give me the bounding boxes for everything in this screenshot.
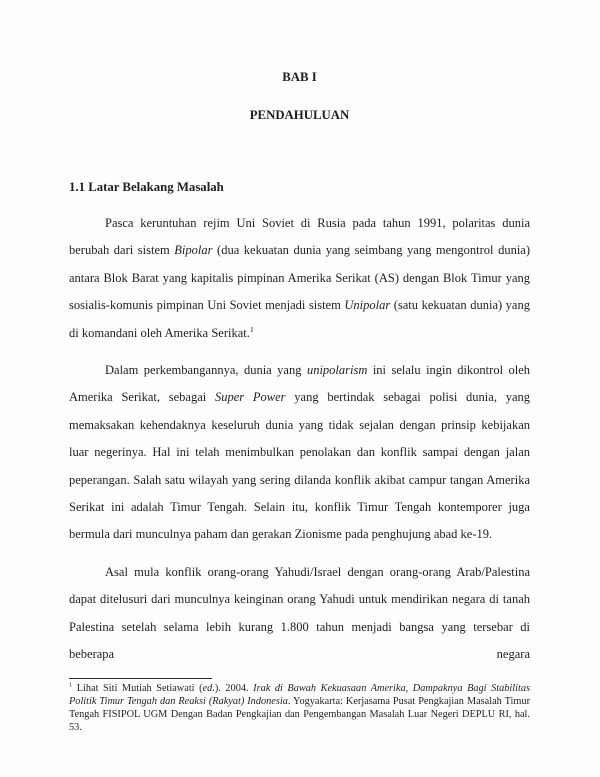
footnote-separator-rule (69, 678, 212, 679)
text-run-normal: yang bertindak sebagai polisi dunia, yang memaksakan kehendaknya keseluruh dunia yang tidak sejalan dengan prinsip kebijakan luar negerinya. Hal ini telah menimbulkan penolakan dan konflik sampai dengan jalan peperangan. Salah satu wilayah yang sering dilanda konflik akibat campur tangan Amerika Serikat ini adalah Timur Tengah. Selain itu, konflik Timur Tengah kontemporer juga bermula dari munculnya paham dan gerakan Zionisme pada penghujung abad ke-19. (69, 390, 530, 542)
body-paragraph-3 (69, 559, 530, 669)
text-run-normal: Asal mula konflik orang-orang Yahudi/Israel dengan orang-orang Arab/Palestina dapat ditelusuri dari munculnya keinginan orang Yahudi untuk mendirikan negara di tanah Palestina setelah selama lebih kurang 1.800 tahun menjadi bangsa yang tersebar di beberapa negara (69, 564, 530, 662)
text-run-italic: unipolarism (306, 363, 368, 378)
body-paragraph-2 (69, 357, 530, 549)
body-paragraph-1 (69, 210, 530, 347)
chapter-subtitle: PENDAHULUAN (249, 108, 350, 122)
text-run-normal: Dalam perkembangannya, dunia yang (105, 363, 307, 378)
page-content (69, 0, 530, 734)
text-run-normal: Lihat Siti Mutiah Setiawati ( (72, 682, 203, 694)
text-run-italic: Bipolar (174, 243, 213, 258)
text-run-italic: Unipolar (344, 298, 391, 313)
footnote-marker: 1 (249, 324, 254, 334)
text-run-normal: . Yogyakarta: Kerjasama Pusat Pengkajian Masalah Timur Tengah FISIPOL UGM Dengan Badan Pengkajian dan Pengembangan Masalah Luar Negeri DEPLU RI, hal. 53. (69, 695, 530, 734)
text-run-italic: Irak di Bawah Kekuasaan Amerika, Dampaknya Bagi Stabilitas Politik Timur Tengah dan Reaksi (Rakyat) Indonesia (69, 682, 530, 707)
text-run-normal: .). 2004. (212, 682, 254, 694)
section-heading: 1.1 Latar Belakang Masalah (69, 180, 224, 194)
text-run-italic: Super Power (215, 390, 286, 405)
footnote-text (69, 682, 530, 735)
text-run-normal: (satu kekuatan dunia) yang di komandani oleh Amerika Serikat. (69, 298, 530, 340)
footnote-marker: 1 (69, 681, 73, 689)
text-run-normal: Pasca keruntuhan rejim Uni Soviet di Rusia pada tahun 1991, polaritas dunia berubah dari sistem (69, 216, 530, 258)
text-run-italic: ed (202, 682, 213, 694)
text-run-normal: (dua kekuatan dunia yang seimbang yang mengontrol dunia) antara Blok Barat yang kapitalis pimpinan Amerika Serikat (AS) dengan Blok Timur yang sosialis-komunis pimpinan Uni Soviet menjadi sistem (69, 243, 531, 313)
text-run-normal: ini selalu ingin dikontrol oleh Amerika Serikat, sebagai (69, 363, 531, 405)
chapter-title: BAB I (282, 70, 317, 84)
